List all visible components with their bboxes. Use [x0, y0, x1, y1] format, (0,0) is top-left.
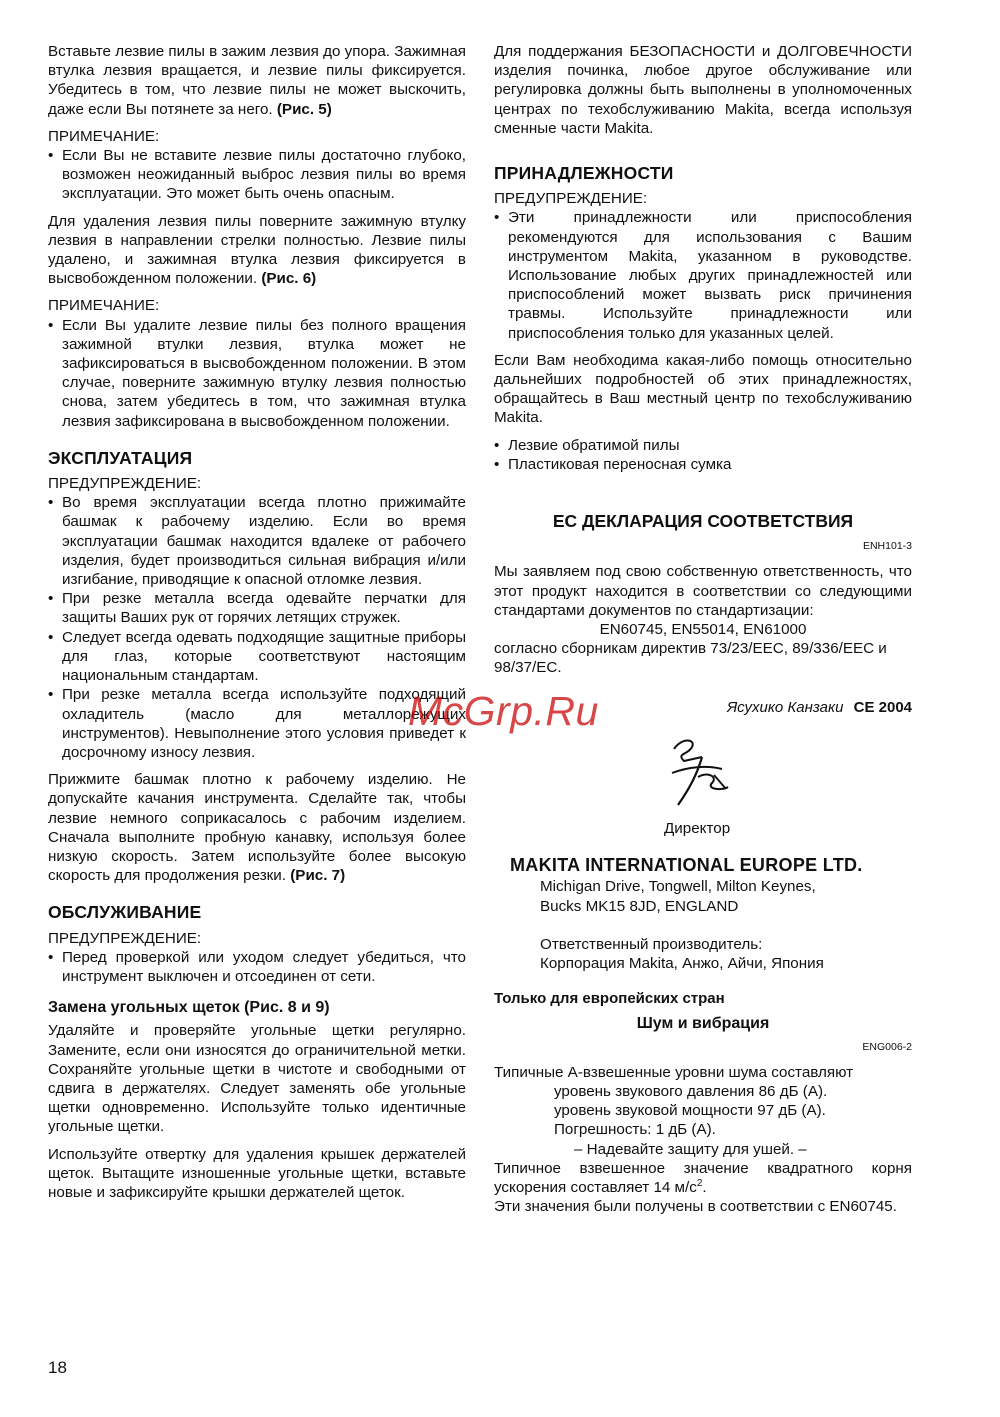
- eu-only-label: Только для европейских стран: [494, 990, 725, 1008]
- standards-list: EN60745, EN55014, EN61000: [599, 621, 807, 639]
- paragraph-insert-blade: Вставьте лезвие пилы в зажим лезвия до упора. Зажимная втулка лезвия вращается, и лезвие пилы фиксируется. Убедитесь в том, что лезвие пилы не может выскочить, даже если Вы потянете за него. (Рис. 5): [48, 43, 466, 118]
- manufacturer: Корпорация Makita, Анжо, Айчи, Япония: [540, 954, 824, 972]
- company-name: MAKITA INTERNATIONAL EUROPE LTD.: [510, 855, 863, 876]
- watermark: McGrp.Ru: [408, 688, 599, 734]
- note-item: • Если Вы не вставите лезвие пилы достаточно глубоко, возможен неожиданный выброс лезвия пилы во время эксплуатации. Это может быть очень опасным.: [48, 146, 466, 204]
- note-label: ПРИМЕЧАНИЕ:: [48, 297, 160, 315]
- signature-image: [662, 727, 752, 817]
- address-line: Michigan Drive, Tongwell, Milton Keynes,: [540, 878, 816, 896]
- company-address: [540, 877, 912, 973]
- directives: согласно сборникам директив 73/23/EEC, 89/336/EEC и 98/37/EC.: [494, 640, 887, 677]
- paragraph-declaration: Мы заявляем под свою собственную ответственность, что этот продукт находится в соответствии со следующими стандартами документов по стандартизации:: [494, 563, 912, 619]
- page-number: 18: [48, 1358, 67, 1377]
- list-item: • Перед проверкой или уходом следует убедиться, что инструмент выключен и отсоединен от сети.: [48, 948, 466, 986]
- paragraph-brushes: Удаляйте и проверяйте угольные щетки регулярно. Замените, если они износятся до ограничительной метки. Сохраняйте угольные щетки в чистоте и свободными от сдвига в держателях. Следует заменять обе угольные щетки одновременно. Используйте только идентичные угольные щетки.: [48, 1022, 466, 1136]
- noise-intro: Типичные A-взвешенные уровни шума составляют: [494, 1063, 854, 1081]
- list-item: • Во время эксплуатации всегда плотно прижимайте башмак к рабочему изделию. Если во время эксплуатации башмак находится вдалеке от рабочего изделия, будет производиться сильная вибрация и/или изгибание, приводящие к опасной отломке лезвия.: [48, 493, 466, 589]
- heading-maintenance: ОБСЛУЖИВАНИЕ: [48, 902, 202, 923]
- heading-accessories: ПРИНАДЛЕЖНОСТИ: [494, 163, 674, 184]
- figure-ref: (Рис. 6): [261, 270, 317, 288]
- warning-label: ПРЕДУПРЕЖДЕНИЕ:: [48, 475, 202, 493]
- ear-protection: – Надевайте защиту для ушей. –: [574, 1140, 807, 1158]
- heading-noise: Шум и вибрация: [636, 1015, 770, 1033]
- signer-name: Ясухико Канзаки: [726, 698, 844, 716]
- accessory-item: • Лезвие обратимой пилы: [494, 436, 912, 455]
- list-item: • Эти принадлежности или приспособления рекомендуются для использования с Вашим инструментом Makita, указанном в руководстве. Использование любых других принадлежностей или приспособлений может вызвать риск причинения травмы. Используйте принадлежности или приспособления только для указанных целей.: [494, 208, 912, 342]
- heading-operation: ЭКСПЛУАТАЦИЯ: [48, 447, 193, 468]
- conformity-note: Эти значения были получены в соответствии с EN60745.: [494, 1198, 897, 1216]
- paragraph-remove-blade: Для удаления лезвия пилы поверните зажимную втулку лезвия в направлении стрелки полностью. Лезвие пилы удалено, и зажимная втулка лезвия фиксируется в высвобожденном положении. (Рис. 6): [48, 212, 466, 288]
- accessory-item: • Пластиковая переносная сумка: [494, 455, 912, 474]
- noise-power: уровень звуковой мощности 97 дБ (A).: [554, 1102, 826, 1120]
- list-item: • При резке металла всегда используйте подходящий охладитель (масло для металлорежущих инструментов). Невыполнение этого условия приведет к досрочному износу лезвия.: [48, 685, 466, 762]
- warning-label: ПРЕДУПРЕЖДЕНИЕ:: [494, 190, 648, 208]
- noise-pressure: уровень звукового давления 86 дБ (A).: [554, 1082, 828, 1100]
- warning-label: ПРЕДУПРЕЖДЕНИЕ:: [48, 929, 202, 947]
- figure-ref: (Рис. 5): [276, 100, 332, 118]
- note-item: • Если Вы удалите лезвие пилы без полного вращения зажимной втулки лезвия, втулка может не зафиксироваться в высвобожденном положении. В этом случае, поверните зажимную втулку лезвия полностью снова, затем убедитесь в том, что зажимная втулка лезвия зафиксирована в высвобожденном положении.: [48, 316, 466, 431]
- note-label: ПРИМЕЧАНИЕ:: [48, 127, 160, 145]
- left-column: [48, 42, 466, 1210]
- heading-carbon-brushes: Замена угольных щеток (Рис. 8 и 9): [48, 999, 330, 1017]
- right-column: [494, 42, 912, 1224]
- figure-ref: (Рис. 7): [290, 867, 346, 885]
- paragraph-cutting: Прижмите башмак плотно к рабочему изделию. Не допускайте качания инструмента. Сделайте так, чтобы лезвие немного соприкасалось с рабочим изделием. Сначала выполните пробную канавку, используя более низкую скорость. Затем используйте более высокую скорость для продолжения резки. (Рис. 7): [48, 771, 466, 885]
- document-code: ENH101-3: [862, 540, 912, 553]
- vibration-value: Типичное взвешенное значение квадратного корня ускорения составляет 14 $м/с^2$.: [494, 1159, 912, 1196]
- address-line: Bucks MK15 8JD, ENGLAND: [540, 897, 739, 915]
- list-item: • Следует всегда одевать подходящие защитные приборы для глаз, которые соответствуют настоящим национальным стандартам.: [48, 628, 466, 686]
- list-item: • При резке металла всегда одевайте перчатки для защиты Ваших рук от горячих летящих стружек.: [48, 589, 466, 627]
- noise-uncertainty: Погрешность: 1 дБ (A).: [554, 1121, 716, 1139]
- ce-mark: CE 2004: [853, 698, 912, 716]
- manufacturer-label: Ответственный производитель:: [540, 935, 763, 953]
- director-title: Директор: [664, 819, 731, 837]
- paragraph-safety: Для поддержания БЕЗОПАСНОСТИ и ДОЛГОВЕЧНОСТИ изделия починка, любое другое обслуживание или регулировка должны быть выполнены в уполномоченных центрах по техобслуживанию Makita, всегда используя сменные части Makita.: [494, 43, 912, 137]
- paragraph-help: Если Вам необходима какая-либо помощь относительно дальнейших подробностей об этих принадлежностях, обращайтесь в Ваш местный центр по техобслуживанию Makita.: [494, 351, 912, 427]
- heading-declaration: ЕС ДЕКЛАРАЦИЯ СООТВЕТСТВИЯ: [552, 511, 854, 532]
- document-code: ENG006-2: [862, 1040, 912, 1053]
- paragraph-brush-holders: Используйте отвертку для удаления крышек держателей щеток. Вытащите изношенные угольные щетки, вставьте новые и зафиксируйте крышки держателей щеток.: [48, 1145, 466, 1201]
